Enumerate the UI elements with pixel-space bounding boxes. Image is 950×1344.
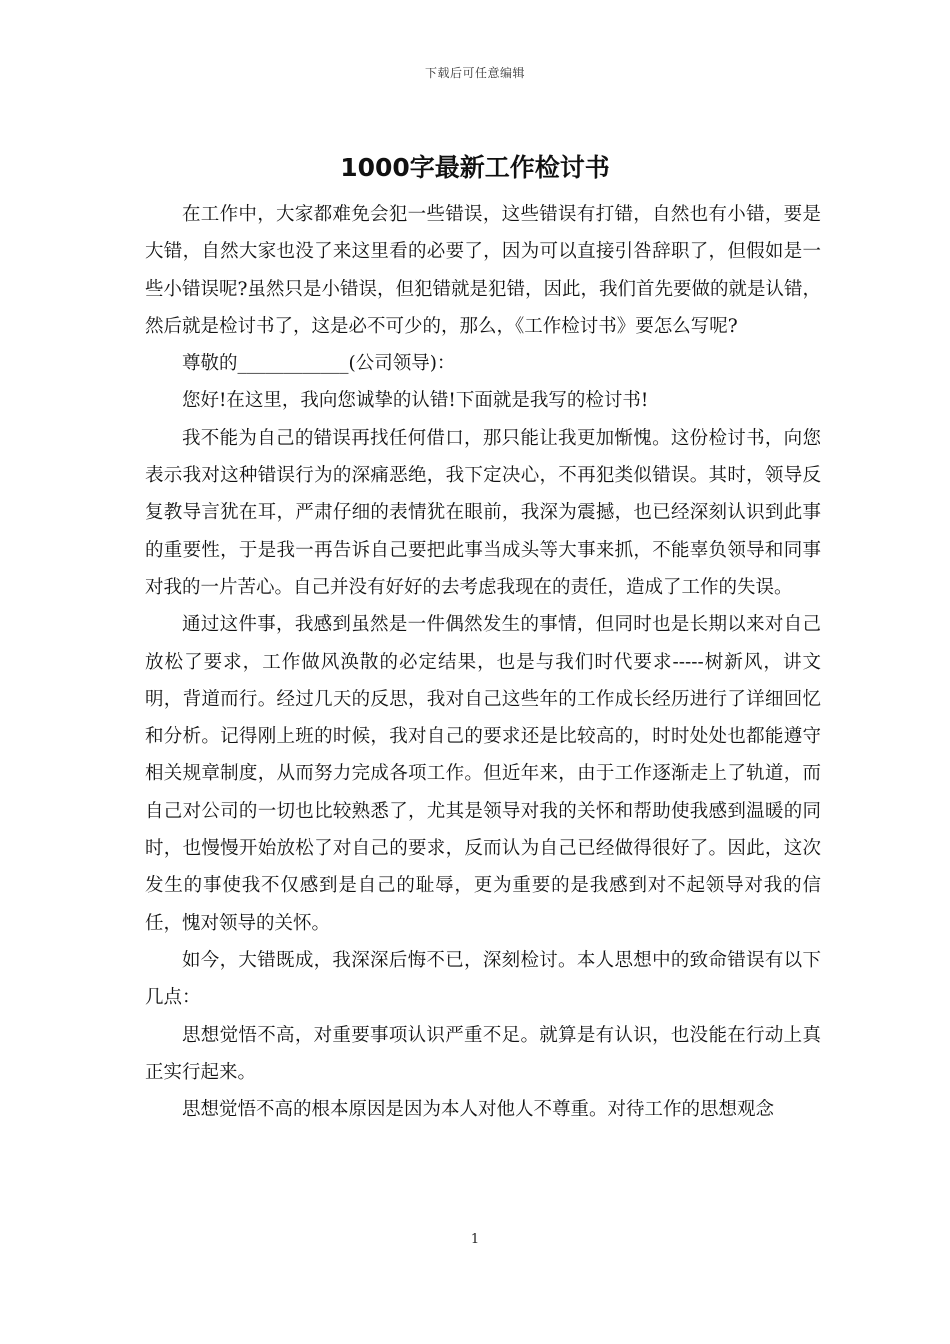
paragraph-body-2: 通过这件事，我感到虽然是一件偶然发生的事情，但同时也是长期以来对自己放松了要求，工作做风涣散的必定结果，也是与我们时代要求-----树新风，讲文明，背道而行。经过几天的反思，我对自己这些年的工作成长经历进行了详细回忆和分析。记得刚上班的时候，我对自己的要求还是比较高的，时时处处也都能遵守相关规章制度，从而努力完成各项工作。但近年来，由于工作逐渐走上了轨道，而自己对公司的一切也比较熟悉了，尤其是领导对我的关怀和帮助使我感到温暖的同时，也慢慢开始放松了对自己的要求，反而认为自己已经做得很好了。因此，这次发生的事使我不仅感到是自己的耻辱，更为重要的是我感到对不起领导对我的信任，愧对领导的关怀。: [145, 614, 821, 934]
header-note: 下载后可任意编辑: [424, 66, 525, 80]
document-title: 1000字最新工作检讨书: [340, 153, 610, 182]
paragraph-body-5: 思想觉悟不高的根本原因是因为本人对他人不尊重。对待工作的思想观念: [182, 1099, 775, 1121]
paragraph-salutation: 尊敬的____________(公司领导)：: [182, 353, 456, 375]
paragraph-intro: 在工作中，大家都难免会犯一些错误，这些错误有打错，自然也有小错，要是大错，自然大家也没了来这里看的必要了，因为可以直接引咎辞职了，但假如是一些小错误呢?虽然只是小错误，但犯错就是犯错，因此，我们首先要做的就是认错，然后就是检讨书了，这是必不可少的，那么，《工作检讨书》要怎么写呢?: [145, 204, 821, 337]
paragraph-body-3: 如今，大错既成，我深深后悔不已，深刻检讨。本人思想中的致命错误有以下几点：: [145, 949, 821, 1009]
page-number: 1: [470, 1232, 480, 1247]
document-body: [145, 196, 821, 1128]
paragraph-greeting: 您好!在这里，我向您诚挚的认错!下面就是我写的检讨书!: [182, 390, 649, 412]
paragraph-body-1: 我不能为自己的错误再找任何借口，那只能让我更加惭愧。这份检讨书，向您表示我对这种错误行为的深痛恶绝，我下定决心，不再犯类似错误。其时，领导反复教导言犹在耳，严肃仔细的表情犹在眼前，我深为震撼，也已经深刻认识到此事的重要性，于是我一再告诉自己要把此事当成头等大事来抓，不能辜负领导和同事对我的一片苦心。自己并没有好好的去考虑我现在的责任，造成了工作的失误。: [145, 427, 821, 598]
paragraph-body-4: 思想觉悟不高，对重要事项认识严重不足。就算是有认识，也没能在行动上真正实行起来。: [145, 1024, 821, 1083]
